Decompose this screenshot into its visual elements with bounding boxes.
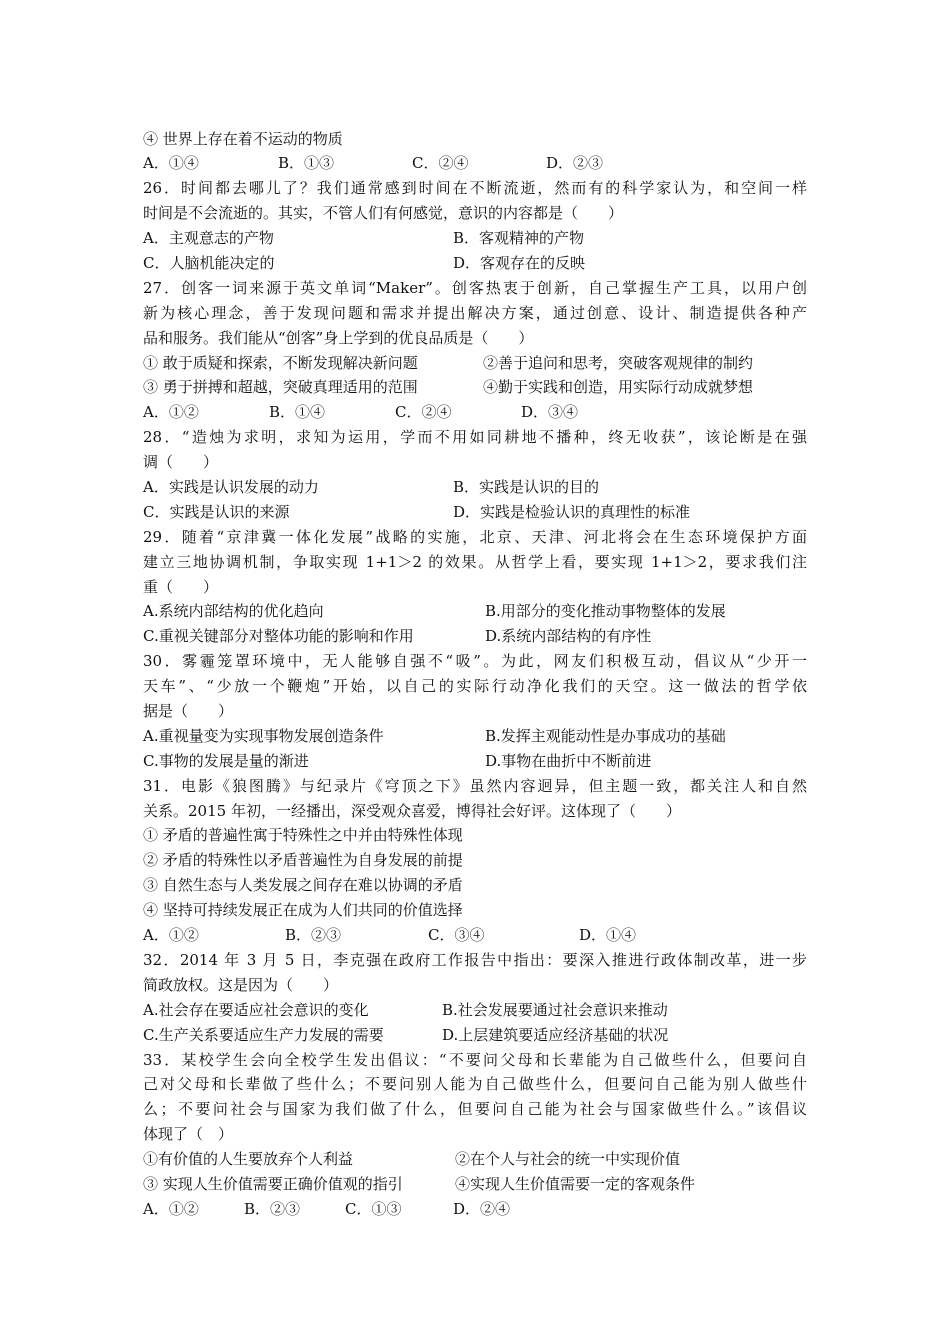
option-b: B．实践是认识的目的 [453,478,600,496]
option-d: D．②③ [546,154,604,172]
question-28-text: 调（ ） [143,453,219,471]
option-b: B．②③ [244,1200,301,1218]
option-a: A.系统内部结构的优化趋向 [143,602,324,620]
statement-3: ③ 勇于拼搏和超越，突破真理适用的范围 [143,378,418,396]
statement-2: ②在个人与社会的统一中实现价值 [455,1150,681,1168]
option-a: A.重视量变为实现事物发展创造条件 [143,727,384,745]
statement-2: ② 矛盾的特殊性以矛盾普遍性为自身发展的前提 [143,851,463,869]
statement-3: ③ 自然生态与人类发展之间存在难以协调的矛盾 [143,876,463,894]
question-29-text: 重（ ） [143,578,219,596]
option-a: A．①② [143,1200,199,1218]
option-c: C．人脑机能决定的 [143,254,275,272]
option-d: D.事物在曲折中不断前进 [485,752,652,770]
option-b: B.用部分的变化推动事物整体的发展 [485,602,726,620]
option-a: A．①② [143,926,199,944]
option-a: A.社会存在要适应社会意识的变化 [143,1001,369,1019]
option-b: B．客观精神的产物 [453,229,585,247]
question-29-text: 建立三地协调机制，争取实现 1+1＞2 的效果。从哲学上看，要实现 1+1＞2，要求我们注 [143,553,807,571]
question-33-text: 己对父母和长辈做了些什么；不要问别人能为自己做些什么，但要问自己能为别人做些什 [143,1075,807,1093]
question-26-text: 时间是不会流逝的。其实，不管人们有何感觉，意识的内容都是（ ） [143,204,624,222]
option-d: D.系统内部结构的有序性 [485,627,652,645]
option-c: C．③④ [428,926,485,944]
option-c: C.事物的发展是量的渐进 [143,752,309,770]
question-26-text: 26．时间都去哪儿了？我们通常感到时间在不断流逝，然而有的科学家认为，和空间一样 [143,179,807,197]
option-c: C.生产关系要适应生产力发展的需要 [143,1026,384,1044]
question-33-text: 体现了（ ） [143,1125,234,1143]
question-31-text: 关系。2015 年初，一经播出，深受观众喜爱，博得社会好评。这体现了（ ） [143,802,681,820]
statement-3: ③ 实现人生价值需要正确价值观的指引 [143,1175,403,1193]
statement-4: ④勤于实践和创造，用实际行动成就梦想 [483,378,754,396]
statement-2: ②善于追问和思考，突破客观规律的制约 [483,354,754,372]
option-c: C．实践是认识的来源 [143,503,290,521]
option-a: A．主观意志的产物 [143,229,274,247]
option-a: A．①④ [143,154,199,172]
option-a: A．实践是认识发展的动力 [143,478,319,496]
statement-1: ①有价值的人生要放弃个人利益 [143,1150,354,1168]
question-33-text: 么；不要问社会与国家为我们做了什么，但要问自己能为社会与国家做些什么。”该倡议 [143,1100,807,1118]
question-30-text: 30．雾霾笼罩环境中，无人能够自强不“吸”。为此，网友们积极互动，倡议从“少开一 [143,652,807,670]
option-a: A．①② [143,403,199,421]
option-d: D．①④ [579,926,637,944]
option-c: C．②④ [395,403,452,421]
question-27-text: 品和服务。我们能从“创客”身上学到的优良品质是（ ） [143,329,534,347]
question-32-text: 简政放权。这是因为（ ） [143,976,339,994]
question-28-text: 28．“造烛为求明，求知为运用，学而不用如同耕地不播种，终无收获”，该论断是在强 [143,428,807,446]
question-32-text: 32．2014 年 3 月 5 日，李克强在政府工作报告中指出：要深入推进行政体制改革，进一步 [143,951,807,969]
option-b: B.社会发展要通过社会意识来推动 [442,1001,668,1019]
option-d: D.上层建筑要适应经济基础的状况 [442,1026,669,1044]
option-b: B.发挥主观能动性是办事成功的基础 [485,727,726,745]
option-c: C．①③ [345,1200,402,1218]
option-b: B．①④ [269,403,326,421]
question-27-text: 新为核心理念，善于发现问题和需求并提出解决方案，通过创意、设计、制造提供各种产 [143,304,807,322]
question-30-text: 天车”、“少放一个鞭炮”开始，以自己的实际行动净化我们的天空。这一做法的哲学依 [143,677,807,695]
question-33-text: 33．某校学生会向全校学生发出倡议：“不要问父母和长辈能为自己做些什么，但要问自 [143,1051,807,1069]
option-b: B．①③ [278,154,335,172]
option-d: D．客观存在的反映 [453,254,586,272]
option-c: C．②④ [412,154,469,172]
statement-4: ④ 坚持可持续发展正在成为人们共同的价值选择 [143,901,463,919]
option-b: B．②③ [285,926,342,944]
question-27-text: 27．创客一词来源于英文单词“Maker”。创客热衷于创新，自己掌握生产工具，以用户创 [143,279,807,297]
question-30-text: 据是（ ） [143,702,234,720]
statement-1: ① 矛盾的普遍性寓于特殊性之中并由特殊性体现 [143,826,463,844]
option-d: D．实践是检验认识的真理性的标准 [453,503,691,521]
statement-4: ④ 世界上存在着不运动的物质 [143,130,343,148]
option-c: C.重视关键部分对整体功能的影响和作用 [143,627,414,645]
question-31-text: 31．电影《狼图腾》与纪录片《穹顶之下》虽然内容迥异，但主题一致，都关注人和自然 [143,777,807,795]
question-29-text: 29．随着“京津冀一体化发展”战略的实施，北京、天津、河北将会在生态环境保护方面 [143,528,807,546]
option-d: D．②④ [453,1200,511,1218]
option-d: D．③④ [521,403,579,421]
statement-1: ① 敢于质疑和探索，不断发现解决新问题 [143,354,418,372]
statement-4: ④实现人生价值需要一定的客观条件 [455,1175,696,1193]
